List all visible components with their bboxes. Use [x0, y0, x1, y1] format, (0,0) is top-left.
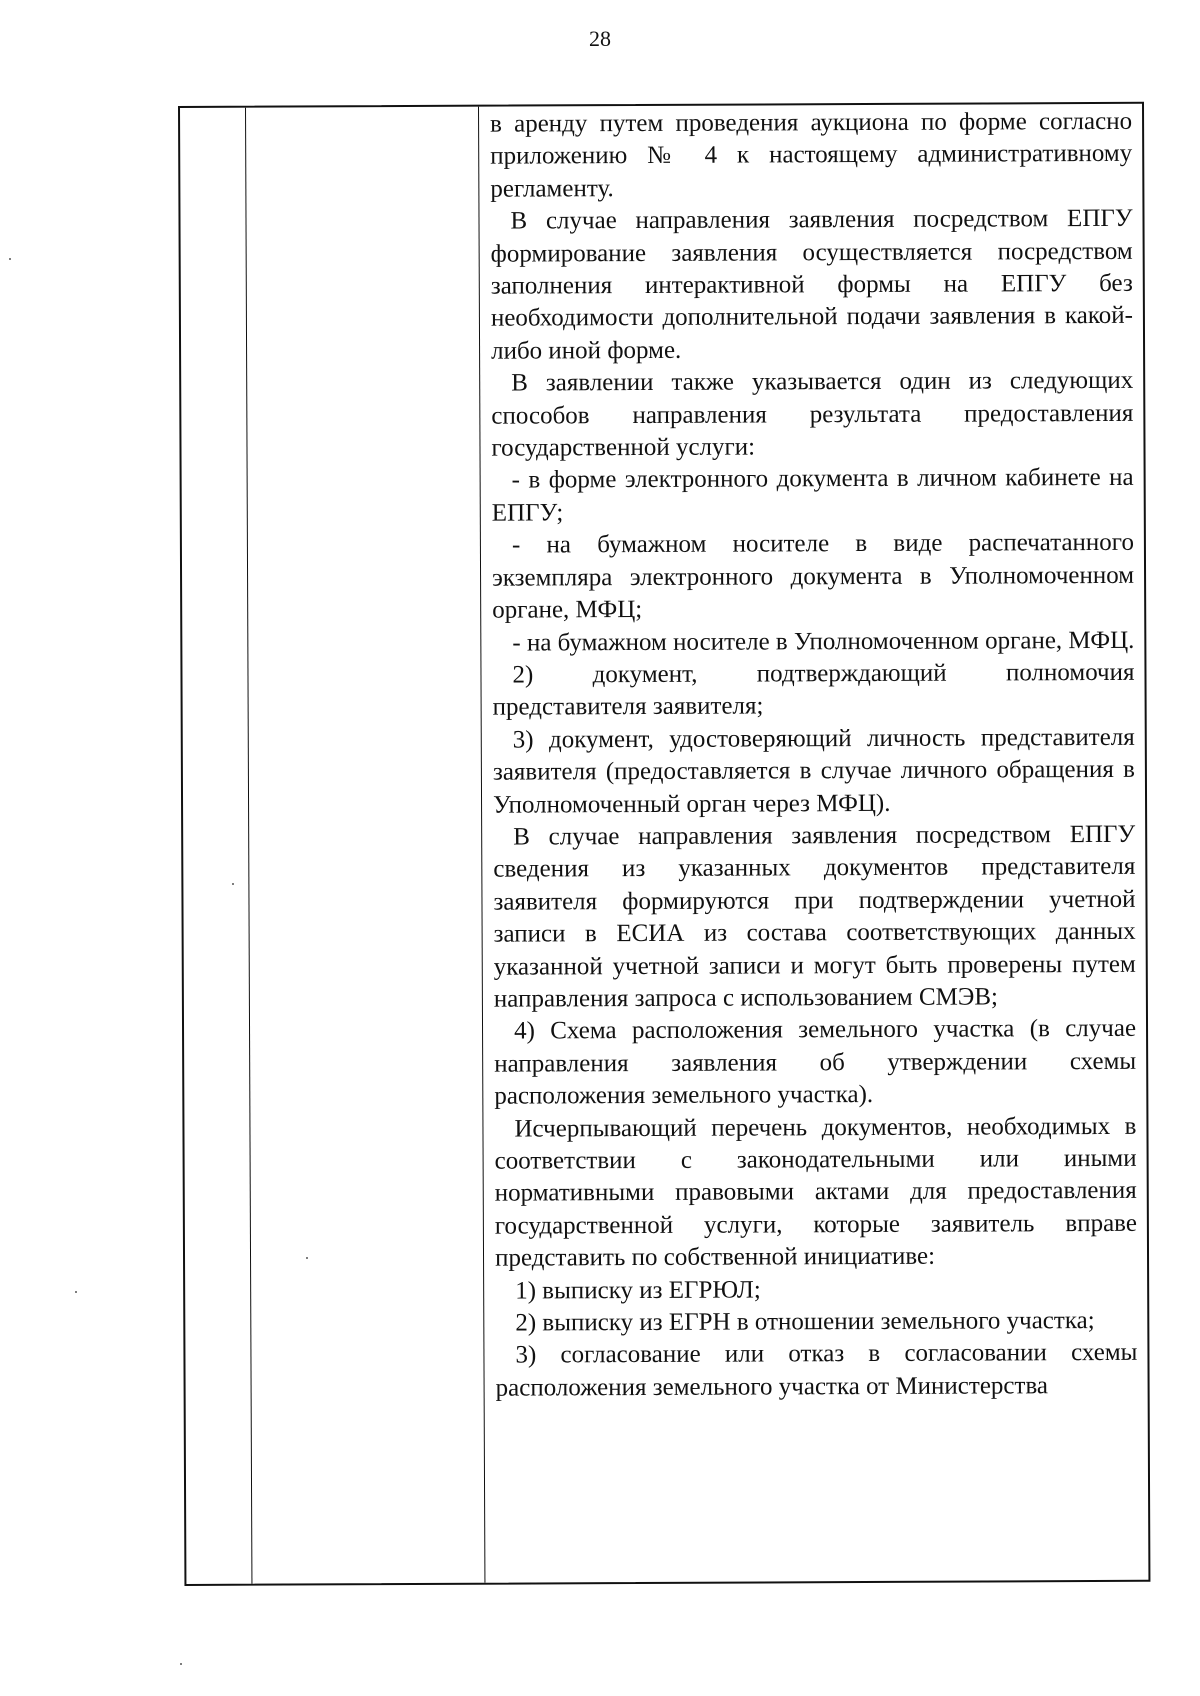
paragraph: Исчерпывающий перечень документов, необходимых в соответствии с законодательными или иными нормативными правовыми актами для предоставления государственной услуги, которые заявитель вправе представить по собственной инициативе:	[494, 1112, 1137, 1272]
scan-speck	[9, 258, 11, 260]
scan-speck	[75, 1291, 77, 1293]
numbered-item: 1) выписку из ЕГРЮЛ;	[515, 1276, 761, 1305]
numbered-item: 2) выписку из ЕГРН в отношении земельного участка;	[515, 1307, 1095, 1337]
document-table	[178, 102, 1150, 1586]
numbered-item: 3) документ, удостоверяющий личность представителя заявителя (предоставляется в случае личного обращения в Уполномоченный орган через МФЦ).	[492, 723, 1135, 819]
table-text-cell	[490, 106, 1138, 1405]
numbered-item: 3) согласование или отказ в согласовании схемы расположения земельного участка от Министерства	[495, 1339, 1138, 1402]
scan-speck	[232, 883, 234, 885]
scan-speck	[306, 1257, 308, 1259]
list-item: - на бумажном носителе в Уполномоченном органе, МФЦ.	[512, 626, 1135, 657]
table-column-divider	[245, 108, 252, 1584]
paragraph: В случае направления заявления посредством ЕПГУ формирование заявления осуществляется посредством заполнения интерактивной формы на ЕПГУ без необходимости дополнительной подачи заявления в какой-либо иной форме.	[490, 205, 1133, 365]
list-item: - в форме электронного документа в личном кабинете на ЕПГУ;	[491, 464, 1134, 527]
table-column-divider	[478, 107, 485, 1583]
paragraph: В заявлении также указывается один из следующих способов направления результата предоставления государственной услуги:	[491, 367, 1134, 462]
paragraph: в аренду путем проведения аукциона по форме согласно приложению № 4 к настоящему административному регламенту.	[490, 107, 1133, 203]
numbered-item: 2) документ, подтверждающий полномочия представителя заявителя;	[492, 658, 1135, 721]
page-number: 28	[589, 26, 611, 51]
paragraph: В случае направления заявления посредством ЕПГУ сведения из указанных документов представителя заявителя формируются при подтверждении учетной записи в ЕСИА из состава соответствующих данных указанной учетной записи и могут быть проверены путем направления запроса с использованием СМЭВ;	[493, 820, 1136, 1013]
numbered-item: 4) Схема расположения земельного участка (в случае направления заявления об утверждении схемы расположения земельного участка).	[494, 1015, 1137, 1110]
list-item: - на бумажном носителе в виде распечатанного экземпляра электронного документа в Уполномоченном органе, МФЦ;	[492, 529, 1135, 624]
scan-speck	[180, 1663, 182, 1665]
